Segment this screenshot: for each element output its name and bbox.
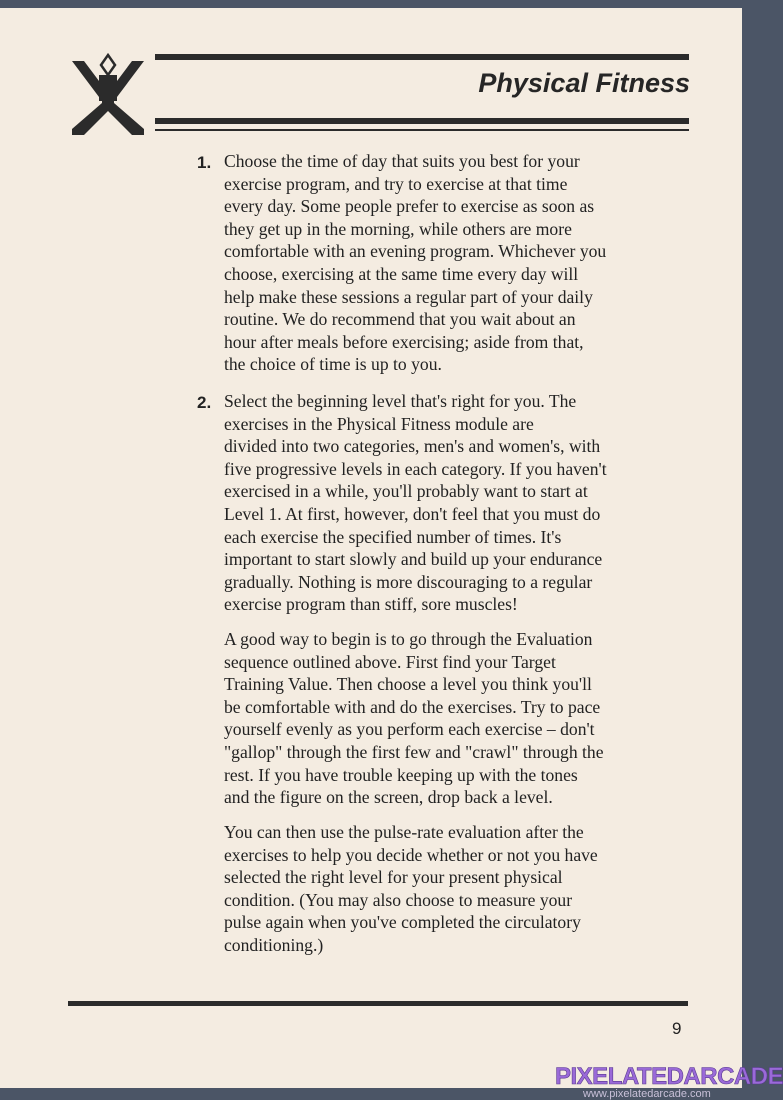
text-line: every day. Some people prefer to exercise as soon as [224,196,595,217]
manual-page [0,8,742,1088]
header-rule-top [155,54,689,60]
text-line: choose, exercising at the same time every day will [224,263,579,284]
text-line: exercise program than stiff, sore muscles! [224,594,518,615]
text-line: selected the right level for your present physical [224,867,563,888]
text-line: yourself evenly as you perform each exercise – don't [224,719,595,740]
text-line: Select the beginning level that's right for you. The [224,391,577,411]
watermark-url: www.pixelatedarcade.com [583,1088,711,1100]
text-line: comfortable with an evening program. Whichever you [224,241,607,262]
text-line: pulse again when you've completed the circulatory [224,912,581,933]
item-number: 2. [197,393,212,412]
text-line: exercises in the Physical Fitness module are [224,413,534,434]
item-number: 1. [197,153,212,172]
text-line: hour after meals before exercising; aside from that, [224,331,584,352]
text-line: gradually. Nothing is more discouraging to a regular [224,571,593,592]
list-item-1 [224,150,684,376]
text-line: Choose the time of day that suits you best for your [224,151,580,171]
text-line: routine. We do recommend that you wait about an [224,309,576,330]
text-line: five progressive levels in each category. If you haven't [224,458,607,479]
text-line: rest. If you have trouble keeping up with the tones [224,764,578,785]
text-line: help make these sessions a regular part of your daily [224,286,593,307]
paragraph-pulse-rate [224,821,684,957]
text-line: exercise program, and try to exercise at that time [224,173,568,194]
paragraph-evaluation [224,628,684,809]
footer-rule [68,1001,688,1006]
text-line: the choice of time is up to you. [224,354,442,375]
list-item-2 [224,390,684,616]
header-rule-bottom [155,118,689,124]
text-line: and the figure on the screen, drop back a level. [224,787,553,808]
text-line: each exercise the specified number of times. It's [224,526,562,547]
text-line: Training Value. Then choose a level you think you'll [224,674,592,695]
text-line: sequence outlined above. First find your Target [224,651,556,672]
text-line: Level 1. At first, however, don't feel that you must do [224,503,601,524]
text-line: divided into two categories, men's and women's, with [224,436,601,457]
text-line: A good way to begin is to go through the Evaluation [224,629,593,649]
header-rule-thin [155,129,689,131]
page-number: 9 [672,1019,682,1038]
text-line: "gallop" through the first few and "crawl" through the [224,741,604,762]
text-line: condition. (You may also choose to measure your [224,889,573,910]
text-line: exercised in a while, you'll probably want to start at [224,481,588,502]
text-line: You can then use the pulse-rate evaluation after the [224,822,584,842]
watermark-brand: PIXELATEDARCADE [555,1063,783,1090]
text-line: conditioning.) [224,934,324,955]
page-title: Physical Fitness [478,68,690,98]
text-line: they get up in the morning, while others are more [224,218,572,239]
stick-figure-x-icon [70,53,146,135]
text-line: exercises to help you decide whether or not you have [224,844,598,865]
text-line: important to start slowly and build up your endurance [224,549,603,570]
text-line: be comfortable with and do the exercises. Try to pace [224,696,601,717]
